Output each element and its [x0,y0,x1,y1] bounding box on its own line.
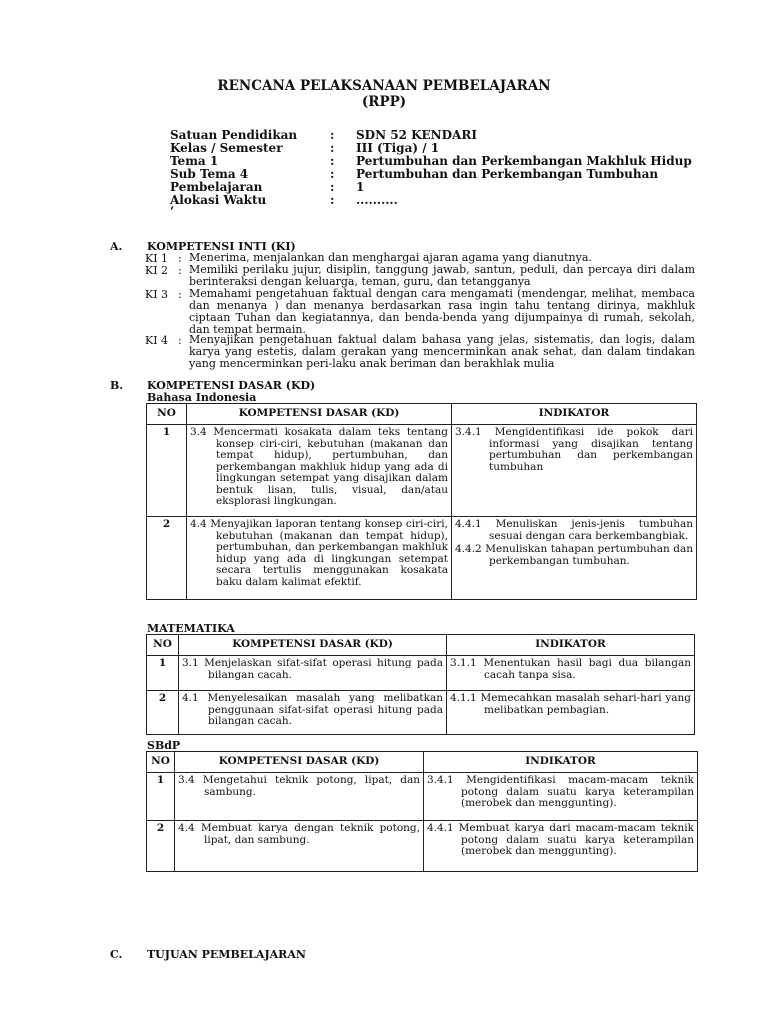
ki-colon: : [178,288,182,301]
row-number: 2 [147,517,187,600]
indicator-text: Mengidentifikasi ide pokok dari informasi yang disajikan tentang pertumbuhan dan perkembangan tumbuhan [489,426,693,473]
indicator-num: 3.4.1 [455,426,482,438]
info-tick: ‘ [170,204,175,218]
ki-code: KI 3 [145,288,169,301]
info-label: Pembelajaran [170,180,263,194]
kd-item [190,519,448,588]
info-value: SDN 52 KENDARI [356,128,477,142]
ki-text: Memiliki perilaku jujur, disiplin, tanggung jawab, santun, peduli, dan percaya diri dalam berinteraksi dengan keluarga, teman, guru, dan tetangganya [189,263,695,288]
ki-code: KI 2 [145,264,169,277]
table-row [147,656,695,691]
ki-colon: : [178,252,182,265]
ki-colon: : [178,264,182,277]
indicator-num: 3.4.1 [427,774,454,786]
info-colon: : [330,180,335,194]
section-letter: C. [110,948,123,961]
indicator-item [455,519,693,542]
table-header-row [147,635,695,656]
kd-cell [175,821,424,872]
table-header-row [147,752,698,773]
kd-text: Membuat karya dengan teknik potong, lipat, dan sambung. [201,822,420,846]
info-value: .......... [356,193,398,207]
kd-table-sbdp [146,751,698,872]
header-no: NO [147,404,187,425]
info-label: Alokasi Waktu [170,193,267,207]
header-indikator: INDIKATOR [447,635,695,656]
info-value: Pertumbuhan dan Perkembangan Tumbuhan [356,167,659,181]
info-value: Pertumbuhan dan Perkembangan Makhluk Hidup [356,154,692,168]
indicator-cell [452,425,697,517]
indicator-cell [452,517,697,600]
kd-num: 4.4 [190,518,207,530]
row-number: 2 [147,821,175,872]
table-row [147,821,698,872]
row-number: 2 [147,691,179,735]
indicator-cell [447,656,695,691]
section-letter: B. [110,379,124,392]
indicator-num: 3.1.1 [450,657,477,669]
kd-cell [175,773,424,821]
kd-num: 4.1 [182,692,199,704]
indicator-text: Memecahkan masalah sehari-hari yang melibatkan pembagian. [480,692,691,716]
info-colon: : [330,141,335,155]
indicator-item [450,658,691,681]
indicator-num: 4.4.1 [455,518,482,530]
header-indikator: INDIKATOR [452,404,697,425]
kd-item [182,693,443,728]
section-letter: A. [110,240,123,253]
kd-text: Mencermati kosakata dalam teks tentang konsep ciri-ciri, kebutuhan (makanan dan tempat hidup), pertumbuhan, dan perkembangan makhluk hidup yang ada di lingkungan setempat yang disajikan dalam bentuk lisan, tulis, visual, dan/atau eksplorasi lingkungan. [213,426,448,507]
info-value: 1 [356,180,365,194]
indicator-text: Menentukan hasil bagi dua bilangan cacah tanpa sisa. [483,657,692,681]
header-kd: KOMPETENSI DASAR (KD) [187,404,452,425]
kd-text: Menyelesaikan masalah yang melibatkan penggunaan sifat-sifat operasi hitung pada bilangan cacah. [207,692,443,727]
row-number: 1 [147,425,187,517]
kd-item [190,427,448,508]
indicator-item [427,775,694,810]
section-title: KOMPETENSI INTI (KI) [147,240,296,253]
indicator-text: Menuliskan jenis-jenis tumbuhan sesuai dengan cara berkembangbiak. [489,518,693,542]
indicator-item [427,823,694,858]
indicator-num: 4.4.1 [427,822,454,834]
table-row [147,691,695,735]
kd-item [178,775,420,798]
kd-num: 3.4 [190,426,207,438]
indicator-cell [424,821,698,872]
indicator-num: 4.1.1 [450,692,477,704]
indicator-item [455,544,693,567]
row-number: 1 [147,656,179,691]
kd-cell [179,656,447,691]
indicator-text: Mengidentifikasi macam-macam teknik potong dalam suatu karya keterampilan (merobek dan menggunting). [461,774,694,809]
info-value: III (Tiga) / 1 [356,141,440,155]
info-label: Satuan Pendidikan [170,128,298,142]
info-colon: : [330,154,335,168]
ki-text: Menyajikan pengetahuan faktual dalam bahasa yang jelas, sistematis, dan logis, dalam karya yang estetis, dalam gerakan yang mencerminkan anak sehat, dan dalam tindakan yang mencerminkan peri-laku anak beriman dan berakhlak mulia [189,333,695,370]
indicator-cell [447,691,695,735]
kd-num: 3.4 [178,774,195,786]
header-kd: KOMPETENSI DASAR (KD) [175,752,424,773]
kd-cell [187,517,452,600]
kd-item [182,658,443,681]
kd-text: Mengetahui teknik potong, lipat, dan sambung. [202,774,420,798]
kd-item [178,823,420,846]
info-colon: : [330,167,335,181]
header-indikator: INDIKATOR [424,752,698,773]
subject-title-matematika: MATEMATIKA [147,622,235,635]
indicator-item [455,427,693,473]
ki-text: Memahami pengetahuan faktual dengan cara mengamati (mendengar, melihat, membaca dan menanya ) dan menanya berdasarkan rasa ingin tahu tentang dirinya, makhluk ciptaan Tuhan dan kegiatannya, dan benda-benda yang dijumpainya di rumah, sekolah, dan tempat bermain. [189,287,695,336]
table-row [147,425,697,517]
kd-table-bahasa [146,403,697,600]
subject-title-bahasa: Bahasa Indonesia [147,391,257,404]
ki-code: KI 4 [145,334,169,347]
table-header-row [147,404,697,425]
kd-cell [187,425,452,517]
subject-title-sbdp: SBdP [147,739,181,752]
info-label: Tema 1 [170,154,219,168]
kd-num: 3.1 [182,657,199,669]
indicator-text: Menuliskan tahapan pertumbuhan dan perkembangan tumbuhan. [485,543,693,567]
kd-num: 4.4 [178,822,195,834]
doc-title-line2: (RPP) [361,94,407,110]
kd-text: Menyajikan laporan tentang konsep ciri-ciri, kebutuhan (makanan dan tempat hidup), pertumbuhan, dan perkembangan makhluk hidup yang ada di lingkungan setempat secara tertulis menggunakan kosakata baku dalam kalimat efektif. [210,518,448,588]
ki-code: KI 1 [145,252,169,265]
table-row [147,773,698,821]
info-colon: : [330,128,335,142]
section-title: TUJUAN PEMBELAJARAN [147,948,306,961]
ki-text: Menerima, menjalankan dan menghargai ajaran agama yang dianutnya. [189,251,592,264]
info-label: Kelas / Semester [170,141,283,155]
row-number: 1 [147,773,175,821]
table-row [147,517,697,600]
header-kd: KOMPETENSI DASAR (KD) [179,635,447,656]
header-no: NO [147,635,179,656]
indicator-item [450,693,691,716]
header-no: NO [147,752,175,773]
info-label: Sub Tema 4 [170,167,249,181]
section-title: KOMPETENSI DASAR (KD) [147,379,316,392]
ki-colon: : [178,334,182,347]
indicator-num: 4.4.2 [455,543,482,555]
doc-title-line1: RENCANA PELAKSANAAN PEMBELAJARAN [217,78,551,94]
info-colon: : [330,193,335,207]
kd-text: Menjelaskan sifat-sifat operasi hitung pada bilangan cacah. [204,657,443,681]
kd-cell [179,691,447,735]
kd-table-matematika [146,634,695,735]
indicator-cell [424,773,698,821]
indicator-text: Membuat karya dari macam-macam teknik potong dalam suatu karya keterampilan (merobek dan menggunting). [458,822,694,857]
